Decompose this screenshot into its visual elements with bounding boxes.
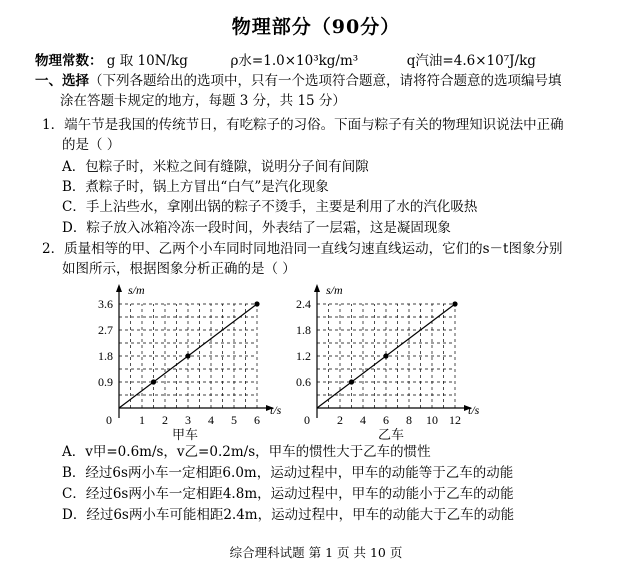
page-footer: 综合理科试题 第 1 页 共 10 页 [229,545,403,560]
chart-yi-title: 乙车 [378,428,405,443]
yi-y-tick-label: 1.8 [296,323,311,337]
yi-data-point [349,379,354,384]
section1-heading: 一、选择 [35,73,89,89]
yi-x-tick-label: 6 [383,413,389,427]
yi-x-tick-label: 0 [304,413,310,427]
jia-x-tick-label: 1 [139,413,145,427]
q1-stem-1: 1．端午节是我国的传统节日，有吃粽子的习俗。下面与粽子有关的物理知识说法中正确 [42,117,564,133]
jia-y-tick-label: 0.9 [98,375,113,389]
constant-g: g 取 10N/kg [106,53,188,69]
section1-heading-line [35,72,562,90]
yi-ylabel: s/m [326,283,343,297]
constants-row [35,52,536,70]
jia-y-tick-label: 3.6 [98,297,113,311]
q2-option-a: A．v甲=0.6m/s，v乙=0.2m/s，甲车的惯性大于乙车的惯性 [62,444,431,460]
yi-y-tick-label: 1.2 [296,349,311,363]
yi-y-tick-label: 2.4 [296,297,311,311]
q2-stem-2: 如图所示，根据图象分析正确的是（ ） [62,261,296,277]
constant-rho: ρ水=1.0×10³kg/m³ [230,53,359,69]
q1-option-c: C．手上沾些水，拿刚出锅的粽子不烫手，主要是利用了水的汽化吸热 [62,199,478,215]
chart-yi [290,280,490,438]
chart-jia-title: 甲车 [172,428,199,443]
yi-x-tick-label: 4 [360,413,366,427]
jia-x-tick-label: 3 [185,413,191,427]
q1-option-d: D．粽子放入冰箱冷冻一段时间，外表结了一层霜，这是凝固现象 [62,220,451,236]
jia-x-tick-label: 0 [106,413,112,427]
jia-x-tick-label: 6 [254,413,260,427]
page-title: 物理部分（90分） [231,16,401,38]
jia-data-point [151,379,156,384]
yi-x-tick-label: 12 [449,413,461,427]
yi-data-point [383,353,388,358]
q1-option-a: A．包粽子时，米粒之间有缝隙，说明分子间有间隙 [62,159,369,175]
jia-xlabel: t/s [270,403,282,417]
constants-label: 物理常数： [35,53,103,69]
section1-instructions-2: 涂在答题卡规定的地方，每题 3 分，共 15 分） [60,93,346,109]
q2-option-c: C．经过6s两小车一定相距4.8m，运动过程中，甲车的动能小于乙车的动能 [62,486,514,502]
jia-data-point [185,353,190,358]
constant-q: q汽油=4.6×10⁷J/kg [406,53,536,69]
yi-xlabel: t/s [468,403,480,417]
q2-option-d: D．经过6s两小车可能相距2.4m，运动过程中，甲车的动能大于乙车的动能 [62,507,515,523]
q1-stem-2: 的是（ ） [62,137,121,153]
jia-data-point [254,301,259,306]
section1-instructions-1: （下列各题给出的选项中，只有一个选项符合题意，请将符合题意的选项编号填 [89,73,562,89]
yi-data-point [452,301,457,306]
jia-ylabel: s/m [128,283,145,297]
jia-x-tick-label: 2 [162,413,168,427]
yi-x-tick-label: 8 [406,413,412,427]
yi-x-tick-label: 10 [426,413,438,427]
chart-jia [92,280,292,438]
q1-option-b: B．煮粽子时，锅上方冒出“白气”是汽化现象 [62,179,329,195]
jia-x-tick-label: 5 [231,413,237,427]
jia-y-tick-label: 2.7 [98,323,113,337]
q2-option-b: B．经过6s两小车一定相距6.0m，运动过程中，甲车的动能等于乙车的动能 [62,465,514,481]
q2-stem-1: 2．质量相等的甲、乙两个小车同时同地沿同一直线匀速直线运动，它们的s－t图象分别 [42,241,563,257]
jia-y-tick-label: 1.8 [98,349,113,363]
jia-x-tick-label: 4 [208,413,214,427]
yi-y-tick-label: 0.6 [296,375,311,389]
yi-x-tick-label: 2 [337,413,343,427]
